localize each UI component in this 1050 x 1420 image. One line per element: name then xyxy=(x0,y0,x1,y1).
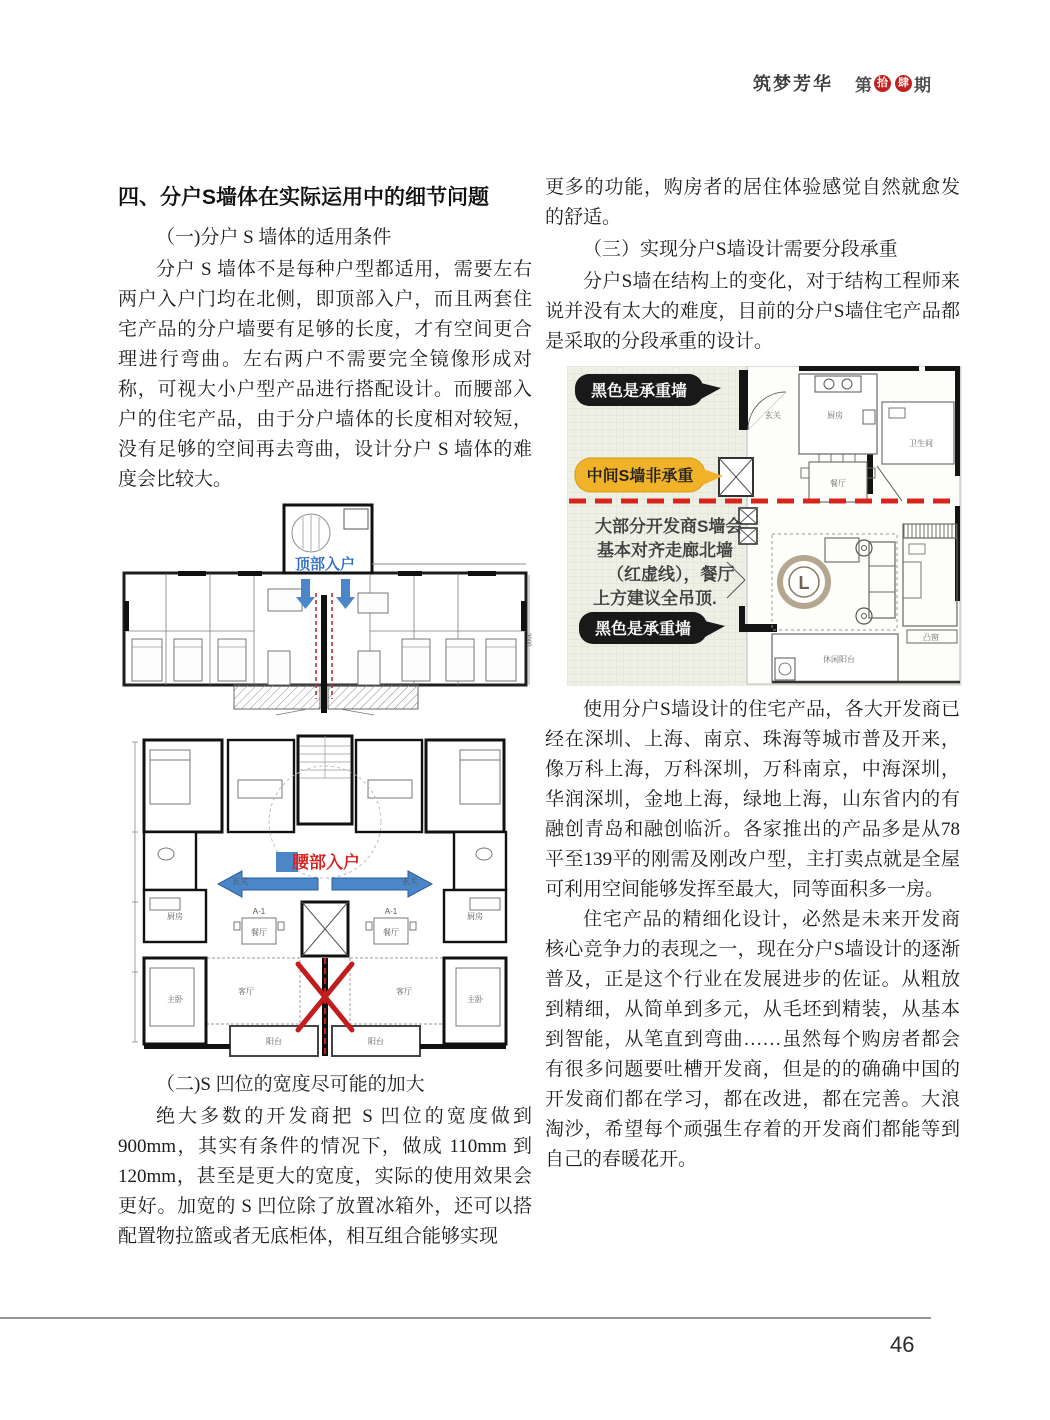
svg-text:上方建议全吊顶.: 上方建议全吊顶. xyxy=(593,589,717,608)
paragraph-2: 绝大多数的开发商把 S 凹位的宽度做到900mm，其实有条件的情况下，做成 110mm 到120mm，甚至是更大的宽度，实际的使用效果会更好。加宽的 S 凹位除了放置冰箱外，还可以搭配置物拉篮或者无底柜体，相互组合能够实现 xyxy=(118,1106,532,1247)
paragraph-continuation: 更多的功能，购房者的居住体验感觉自然就愈发的舒适。 xyxy=(545,177,960,228)
paragraph-3: 分户S墙在结构上的变化，对于结构工程师来说并没有太大的难度，目前的分户S墙住宅产品都是采取的分段承重的设计。 xyxy=(545,271,960,352)
page-number: 46 xyxy=(890,1332,915,1357)
subsection-1-title: （一)分户 S 墙体的适用条件 xyxy=(156,227,392,248)
svg-text:凸窗: 凸窗 xyxy=(923,633,939,642)
section-title: 四、分户S墙体在实际运用中的细节问题 xyxy=(118,186,490,209)
svg-text:A-1: A-1 xyxy=(252,907,266,916)
svg-text:客厅: 客厅 xyxy=(396,987,412,996)
svg-text:餐厅: 餐厅 xyxy=(251,928,267,937)
right-column xyxy=(545,173,960,1175)
svg-text:厨房: 厨房 xyxy=(467,912,483,921)
svg-text:休闲阳台: 休闲阳台 xyxy=(823,655,855,664)
subsection-2-title: （二)S 凹位的宽度尽可能的加大 xyxy=(156,1074,425,1095)
svg-text:客厅: 客厅 xyxy=(238,987,254,996)
svg-text:餐厅: 餐厅 xyxy=(383,928,399,937)
annotated-structure-plan xyxy=(567,366,962,686)
svg-text:黑色是承重墙: 黑色是承重墙 xyxy=(590,383,688,400)
svg-text:厨房: 厨房 xyxy=(167,912,183,921)
footer-rule xyxy=(0,1317,931,1319)
paragraph-5: 住宅产品的精细化设计，必然是未来开发商核心竞争力的表现之一，现在分户S墙设计的逐渐普及，正是这个行业在发展进步的佐证。从粗放到精细，从简单到多元，从毛坯到精装，从基本到智能，从笔直到弯曲……虽然每个购房者都会有很多问题要吐槽开发商，但是的的确确中国的开发商们都在学习，都在改进，都在完善。大浪淘沙，希望每个顽强生存着的开发商们都能等到自己的春暖花开。 xyxy=(545,909,960,1170)
waist-entry-label: 腰部入户 xyxy=(292,853,360,872)
svg-text:玄关: 玄关 xyxy=(402,877,418,886)
svg-text:厨房: 厨房 xyxy=(827,411,843,420)
svg-text:主卧: 主卧 xyxy=(467,995,483,1004)
svg-text:基本对齐走廊北墙: 基本对齐走廊北墙 xyxy=(597,541,733,560)
svg-text:主卧: 主卧 xyxy=(167,995,183,1004)
brand-title: 筑梦芳华 xyxy=(753,74,833,94)
paragraph-1: 分户 S 墙体不是每种户型都适用，需要左右两户入户门均在北侧，即顶部入户，而且两套住宅产品的分户墙要有足够的长度，才有空间更合理进行弯曲。左右两户不需要完全镜像形成对称，可视大小户型产品进行搭配设计。而腰部入户的住宅产品，由于分户墙体的长度相对较短，没有足够的空间再去弯曲，设计分户 S 墙体的难度会比较大。 xyxy=(118,259,532,490)
dimension-text: 3000 xyxy=(525,633,531,647)
issue-prefix: 第 xyxy=(855,75,872,95)
issue-suffix: 期 xyxy=(914,75,931,95)
svg-text:卫生间: 卫生间 xyxy=(909,439,933,448)
svg-text:阳台: 阳台 xyxy=(266,1037,282,1046)
round-table-logo: L xyxy=(798,573,810,593)
svg-text:中间S墙非承重: 中间S墙非承重 xyxy=(586,468,694,485)
svg-text:（红虚线），餐厅: （红虚线），餐厅 xyxy=(607,565,735,584)
left-column xyxy=(118,185,532,1252)
subsection-3-title: （三）实现分户S墙设计需要分段承重 xyxy=(583,239,898,260)
issue-label xyxy=(855,71,931,96)
callout-bubble-bottom xyxy=(579,612,725,644)
entry-arrows-sideways xyxy=(218,871,432,897)
callout-bubble-middle xyxy=(575,458,723,492)
paragraph-4: 使用分户S墙设计的住宅产品，各大开发商已经在深圳、上海、南京、珠海等城市普及开来，像万科上海，万科深圳，万科南京，中海深圳，华润深圳，金地上海，绿地上海，山东省内的有融创青岛和融创临沂。各家推出的产品多是从78平至139平的刚需及刚改户型，主打卖点就是全屋可利用空间能够发挥至最大，同等面积多一房。 xyxy=(545,699,960,900)
issue-number-badge-1: 拾 xyxy=(874,75,891,92)
party-wall-lower xyxy=(321,685,327,713)
callout-bubble-top xyxy=(575,374,721,406)
floor-plan-waist-entry xyxy=(130,722,520,1062)
svg-text:A-1: A-1 xyxy=(384,907,398,916)
floor-plan-top-entry xyxy=(118,501,532,717)
page-header xyxy=(753,70,931,96)
svg-text:餐厅: 餐厅 xyxy=(830,479,846,488)
svg-text:阳台: 阳台 xyxy=(368,1037,384,1046)
svg-text:玄关: 玄关 xyxy=(232,877,248,886)
issue-number-badge-2: 肆 xyxy=(895,75,912,92)
svg-text:玄关: 玄关 xyxy=(765,411,781,420)
top-entry-label: 顶部入户 xyxy=(294,556,356,573)
party-wall xyxy=(321,595,327,687)
svg-text:黑色是承重墙: 黑色是承重墙 xyxy=(594,621,692,638)
svg-text:大部分开发商S墙会: 大部分开发商S墙会 xyxy=(595,517,743,536)
